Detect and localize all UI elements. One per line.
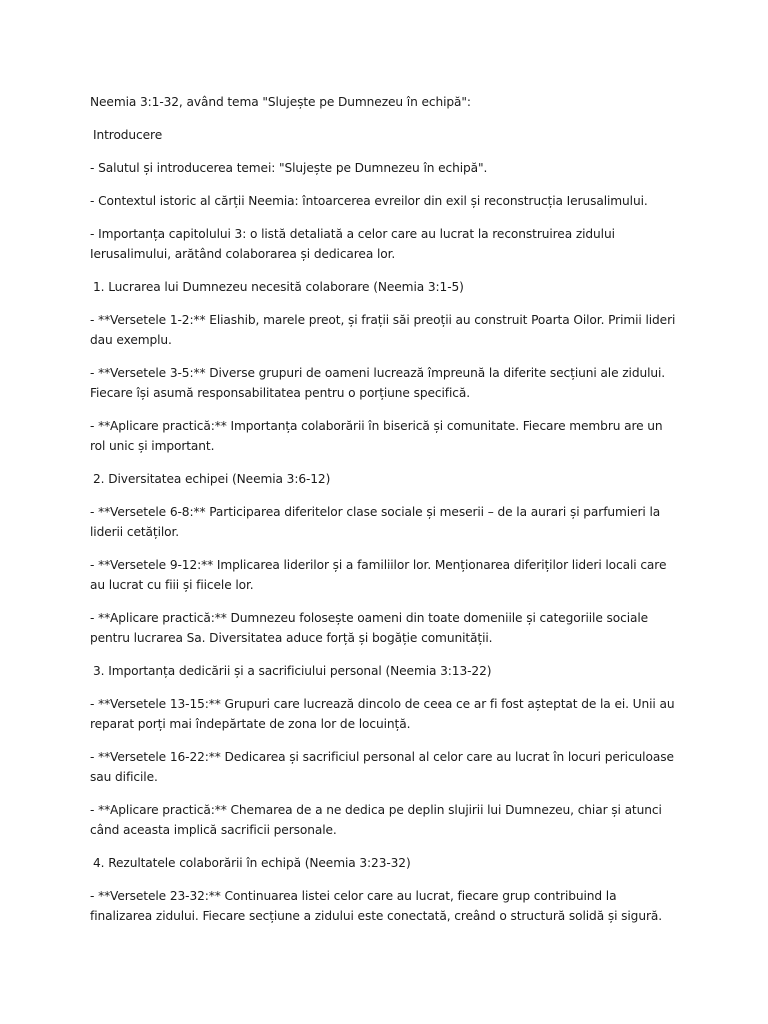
section-1-item-aplicare: - **Aplicare practică:** Importanța colaborării în biserică și comunitate. Fiecare membru are un rol unic și important.: [90, 419, 663, 453]
document-page: [90, 92, 678, 939]
section-heading-3: 3. Importanța dedicării și a sacrificiului personal (Neemia 3:13-22): [93, 664, 492, 678]
section-heading-1: 1. Lucrarea lui Dumnezeu necesită colaborare (Neemia 3:1-5): [93, 280, 464, 294]
section-3-item-aplicare: - **Aplicare practică:** Chemarea de a ne dedica pe deplin slujirii lui Dumnezeu, chiar și atunci când aceasta implică sacrificii personale.: [90, 803, 662, 837]
section-1-item-versetele-3-5: - **Versetele 3-5:** Diverse grupuri de oameni lucrează împreună la diferite secțiuni ale zidului. Fiecare își asumă responsabilitatea pentru o porțiune specifică.: [90, 366, 666, 400]
section-heading-2: 2. Diversitatea echipei (Neemia 3:6-12): [93, 472, 331, 486]
section-2-item-aplicare: - **Aplicare practică:** Dumnezeu folosește oameni din toate domeniile și categoriile sociale pentru lucrarea Sa. Diversitatea aduce forță și bogăție comunității.: [90, 611, 649, 645]
intro-item-importanta: - Importanța capitolului 3: o listă detaliată a celor care au lucrat la reconstruirea zidului Ierusalimului, arătând colaborarea și dedicarea lor.: [90, 227, 615, 261]
section-4-item-versetele-23-32: - **Versetele 23-32:** Continuarea listei celor care au lucrat, fiecare grup contribuind la finalizarea zidului. Fiecare secțiune a zidului este conectată, creând o structură solidă și sigură.: [90, 889, 662, 923]
section-3-item-versetele-13-15: - **Versetele 13-15:** Grupuri care lucrează dincolo de ceea ce ar fi fost așteptat de la ei. Unii au reparat porți mai îndepărtate de zona lor de locuință.: [90, 697, 675, 731]
section-heading-introducere: Introducere: [93, 128, 163, 142]
intro-item-salut: - Salutul și introducerea temei: "Slujește pe Dumnezeu în echipă".: [90, 161, 488, 175]
intro-item-context: - Contextul istoric al cărții Neemia: întoarcerea evreilor din exil și reconstrucția Ierusalimului.: [90, 194, 648, 208]
section-1-item-versetele-1-2: - **Versetele 1-2:** Eliashib, marele preot, și frații săi preoții au construit Poarta Oilor. Primii lideri dau exemplu.: [90, 313, 676, 347]
section-2-item-versetele-6-8: - **Versetele 6-8:** Participarea diferitelor clase sociale și meserii – de la aurari și parfumieri la liderii cetăților.: [90, 505, 661, 539]
document-title: Neemia 3:1-32, având tema "Slujește pe Dumnezeu în echipă":: [90, 95, 471, 109]
section-heading-4: 4. Rezultatele colaborării în echipă (Neemia 3:23-32): [93, 856, 411, 870]
section-3-item-versetele-16-22: - **Versetele 16-22:** Dedicarea și sacrificiul personal al celor care au lucrat în locuri periculoase sau dificile.: [90, 750, 674, 784]
section-2-item-versetele-9-12: - **Versetele 9-12:** Implicarea liderilor și a familiilor lor. Menționarea diferiților lideri locali care au lucrat cu fiii și fiicele lor.: [90, 558, 667, 592]
